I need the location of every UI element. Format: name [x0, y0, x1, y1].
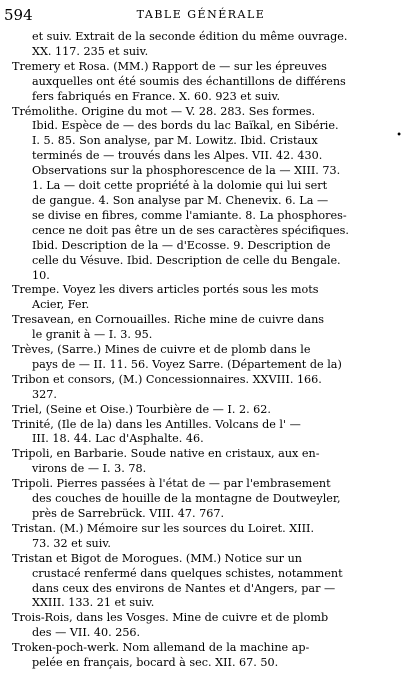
entry-line: Trémolithe. Origine du mot — V. 28. 283. Ses formes. [12, 104, 316, 118]
entry-line: Tristan. (M.) Mémoire sur les sources du Loiret. XIII. [12, 521, 315, 535]
margin-mark: • [396, 130, 402, 141]
entry-line: 10. [32, 268, 50, 282]
entry-line: Trempe. Voyez les divers articles portés sous les mots [12, 283, 319, 297]
entry-line: XXIII. 133. 21 et suiv. [32, 596, 155, 610]
entry-line: Ibid. Espèce de — des bords du lac Baïkal, en Sibérie. [32, 119, 339, 133]
entry-line: crustacé renfermé dans quelques schistes, notamment [32, 566, 343, 580]
entry-line: le granit à — I. 3. 95. [32, 328, 153, 342]
index-entry [12, 104, 394, 284]
entry-line: celle du Vésuve. Ibid. Description de celle du Bengale. [32, 253, 341, 267]
entry-line: Trois-Rois, dans les Vosges. Mine de cuivre et de plomb [12, 611, 329, 625]
entry-line: Tripoli, en Barbarie. Soude native en cristaux, aux en- [12, 447, 320, 461]
entry-line: et suiv. Extrait de la seconde édition du même ouvrage. [32, 30, 348, 43]
entry-line: se divise en fibres, comme l'amiante. 8. La phosphores- [32, 208, 347, 222]
entry-line: Observations sur la phosphorescence de la — XIII. 73. [32, 164, 341, 178]
entry-line: Tripoli. Pierres passées à l'état de — par l'embrasement [12, 477, 331, 491]
index-entry [12, 283, 394, 313]
entry-line: III. 18. 44. Lac d'Asphalte. 46. [32, 432, 204, 446]
entry-line: des — VII. 40. 256. [32, 626, 141, 640]
entry-line: Tribon et consors, (M.) Concessionnaires. XXVIII. 166. [12, 372, 322, 386]
entry-line: Tremery et Rosa. (MM.) Rapport de — sur les épreuves [12, 59, 327, 73]
entry-line: Troken-poch-werk. Nom allemand de la machine ap- [12, 641, 310, 655]
index-entry [22, 30, 394, 60]
index-entry [12, 551, 394, 612]
index-entry [12, 521, 394, 552]
index-entry [12, 402, 394, 418]
entry-line: pays de — II. 11. 56. Voyez Sarre. (Département de la) [32, 357, 342, 371]
index-entry [12, 477, 394, 522]
entry-line: cence ne doit pas être un de ses caractères spécifiques. [32, 223, 349, 237]
page-number: 594 [4, 6, 33, 24]
entry-line: 1. La — doit cette propriété à la dolomie qui lui sert [32, 179, 328, 193]
entry-line: terminés de — trouvés dans les Alpes. VII. 42. 430. [32, 149, 323, 163]
entry-line: des couches de houille de la montagne de Doutweyler, [32, 492, 341, 506]
entry-line: Tresavean, en Cornouailles. Riche mine de cuivre dans [12, 313, 325, 327]
entry-line: XX. 117. 235 et suiv. [32, 44, 149, 58]
index-entry [12, 611, 394, 641]
index-entry [12, 343, 394, 373]
entry-line: de gangue. 4. Son analyse par M. Chenevix. 6. La — [32, 193, 329, 207]
index-entry [12, 59, 394, 105]
entry-line: 73. 32 et suiv. [32, 536, 111, 550]
entry-line: Trèves, (Sarre.) Mines de cuivre et de plomb dans le [12, 343, 311, 357]
index-entry [12, 417, 394, 448]
index-entry [12, 313, 394, 343]
entry-line: près de Sarrebrück. VIII. 47. 767. [32, 507, 224, 520]
entry-line: Trinité, (Ile de la) dans les Antilles. Volcans de l' — [12, 417, 301, 431]
entry-line: Tristan et Bigot de Morogues. (MM.) Notice sur un [12, 551, 302, 565]
running-header [0, 6, 402, 26]
entry-line: virons de — I. 3. 78. [32, 462, 147, 476]
entry-line: I. 5. 85. Son analyse, par M. Lowitz. Ibid. Cristaux [32, 134, 318, 148]
index-entry [12, 372, 394, 403]
entry-line: pelée en français, bocard à sec. XII. 67. 50. [32, 656, 279, 670]
entry-line: Triel, (Seine et Oise.) Tourbière de — I. 2. 62. [12, 402, 271, 416]
entry-line: fers fabriqués en France. X. 60. 923 et suiv. [32, 89, 281, 103]
entry-line: auxquelles ont été soumis des échantillons de différens [32, 74, 346, 88]
entry-line: 327. [32, 387, 57, 401]
entry-line: dans ceux des environs de Nantes et d'Angers, par — [32, 581, 336, 595]
entry-line: Ibid. Description de la — d'Ecosse. 9. Description de [32, 238, 331, 252]
index-entries [12, 30, 394, 671]
page-title: TABLE GÉNÉRALE [136, 8, 266, 21]
entry-line: Acier, Fer. [32, 298, 90, 312]
index-entry [12, 447, 394, 477]
index-entry [12, 641, 394, 671]
